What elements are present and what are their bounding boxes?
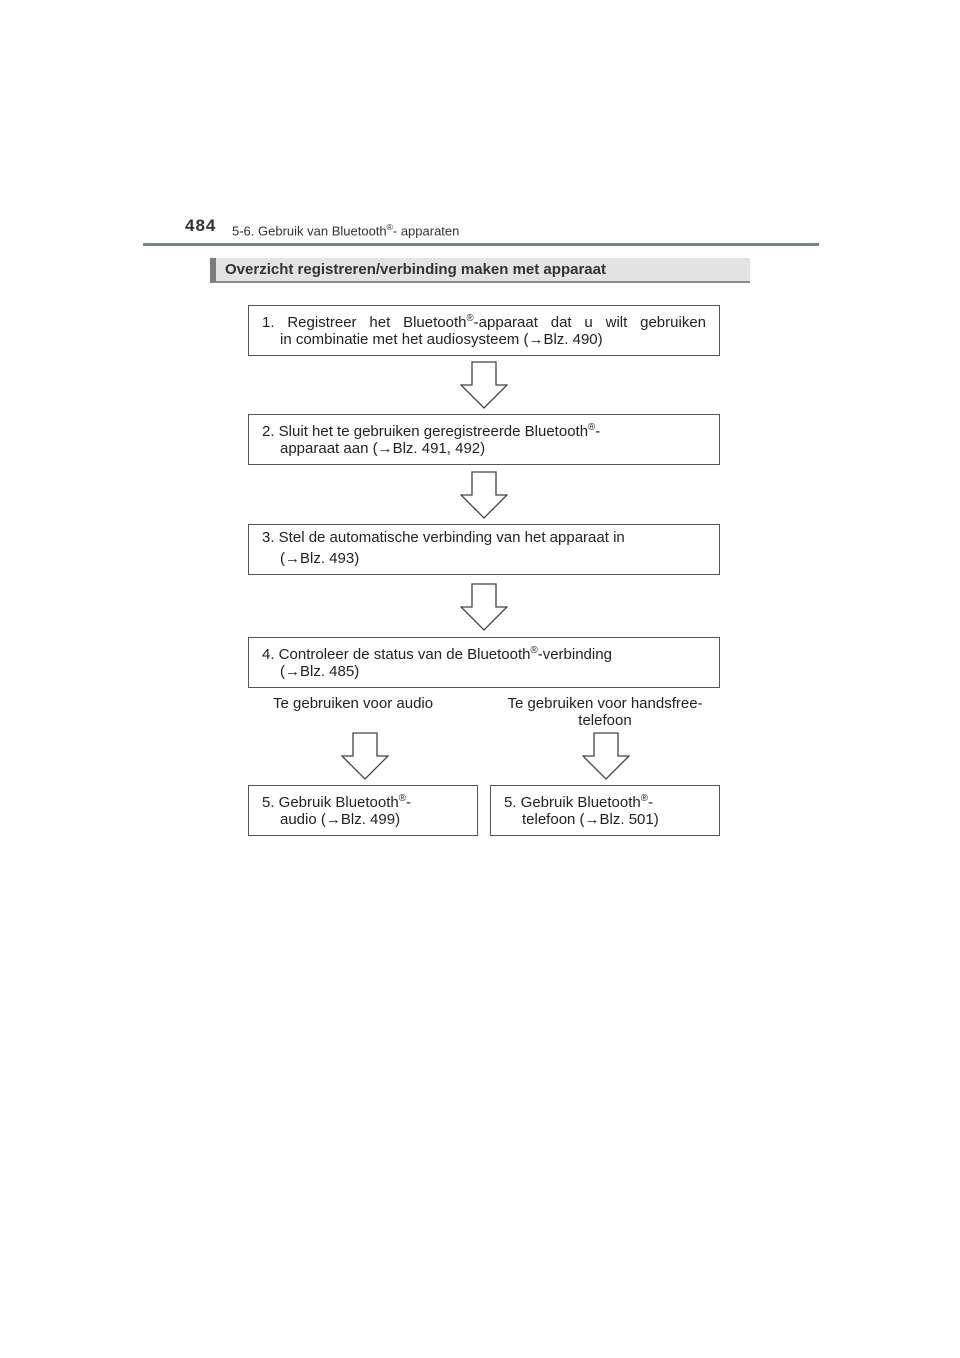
branch-label-phone: Te gebruiken voor handsfree- telefoon: [507, 695, 703, 729]
step-5-audio-box: [248, 785, 478, 836]
step-1-box: [248, 305, 720, 356]
step-1-line-1: 1. Registreer het Bluetooth®-apparaat dat u wilt gebruiken: [262, 313, 706, 331]
down-arrow-icon: [582, 732, 630, 780]
down-arrow-icon: [341, 732, 389, 780]
step-5-phone-line-2: telefoon (→Blz. 501): [522, 811, 659, 828]
chapter-title: 5-6. Gebruik van Bluetooth®- apparaten: [232, 222, 460, 239]
step-5-phone-line-1: 5. Gebruik Bluetooth®-: [504, 793, 653, 811]
header-rule: [143, 243, 819, 246]
step-4-box: [248, 637, 720, 688]
down-arrow-icon: [460, 361, 508, 409]
branch-label-audio: Te gebruiken voor audio: [273, 695, 434, 712]
down-arrow-icon: [460, 471, 508, 519]
step-2-line-1: 2. Sluit het te gebruiken geregistreerde Bluetooth®-: [262, 422, 601, 440]
section-header: [210, 258, 750, 283]
page-number: 484: [185, 216, 217, 235]
step-2-box: [248, 414, 720, 465]
down-arrow-icon: [460, 583, 508, 631]
step-2-line-2: apparaat aan (→Blz. 491, 492): [280, 440, 486, 457]
step-3-box: [248, 524, 720, 575]
step-4-line-1: 4. Controleer de status van de Bluetooth®-verbinding: [262, 645, 612, 663]
step-5-audio-line-2: audio (→Blz. 499): [280, 811, 401, 828]
step-3-line-1: 3. Stel de automatische verbinding van het apparaat in: [262, 529, 625, 546]
step-1-line-2: in combinatie met het audiosysteem (→Blz. 490): [280, 331, 603, 348]
step-5-audio-line-1: 5. Gebruik Bluetooth®-: [262, 793, 411, 811]
step-3-line-2: (→Blz. 493): [280, 550, 360, 567]
section-title: Overzicht registreren/verbinding maken met apparaat: [225, 261, 606, 278]
step-5-phone-box: [490, 785, 720, 836]
step-4-line-2: (→Blz. 485): [280, 663, 360, 680]
